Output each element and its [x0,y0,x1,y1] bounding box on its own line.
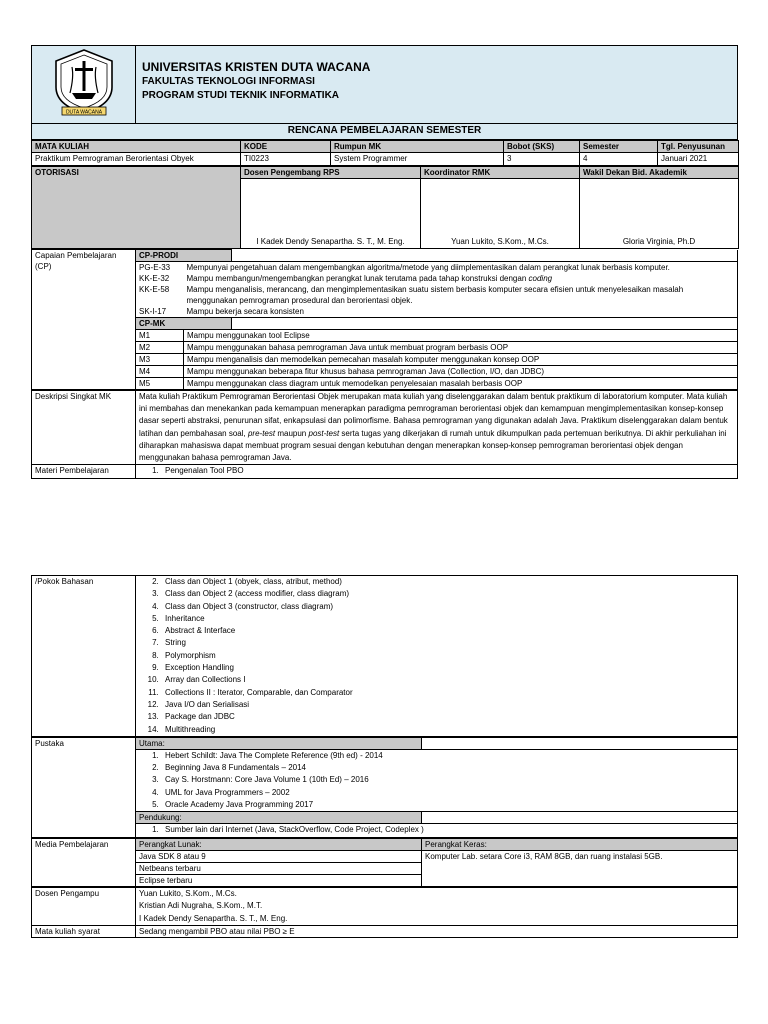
cp-label: Capaian Pembelajaran (CP) [32,250,136,390]
materi-item: 5. Inheritance [161,613,734,625]
mk-syarat-label: Mata kuliah syarat [32,926,136,938]
cp-mk-code: M5 [136,378,184,390]
materi-list-first [136,465,738,478]
materi-item: 12. Java I/O dan Serialisasi [161,699,734,711]
pustaka-item: 4. UML for Java Programmers – 2002 [161,787,734,799]
materi-label: Materi Pembelajaran [32,465,136,478]
course-rumpun: System Programmer [331,153,504,166]
cp-mk-text: Mampu menganalisis dan memodelkan pemecahan masalah komputer menggunakan konsep OOP [184,354,738,366]
software-item: Java SDK 8 atau 9 [136,851,421,863]
document-title: RENCANA PEMBELAJARAN SEMESTER [32,124,738,140]
pustaka-label: Pustaka [32,737,136,837]
pustaka-item: 1. Hebert Schildt: Java The Complete Reference (9th ed) - 2014 [161,750,734,762]
media-table [31,838,738,887]
materi-item: 9. Exception Handling [161,662,734,674]
cp-prodi-text: Mempunyai pengetahuan dalam mengembangkan algoritma/metode yang diimplementasikan dalam perangkat lunak berbasis komputer. [184,262,738,274]
header-table [31,45,738,140]
dosen-pengembang-name: I Kadek Dendy Senapartha. S. T., M. Eng. [241,179,421,249]
university-name: UNIVERSITAS KRISTEN DUTA WACANA [142,60,371,74]
course-kode: TI0223 [241,153,331,166]
software-item: Eclipse terbaru [139,875,193,885]
col-rumpun: Rumpun MK [331,141,504,153]
rps-page-1 [31,45,738,479]
cp-mk-text: Mampu menggunakan beberapa fitur khusus bahasa pemrograman Java (Collection, I/O, dan JDBC) [184,366,738,378]
cp-mk-code: M3 [136,354,184,366]
perangkat-lunak-label: Perangkat Lunak: [136,838,422,850]
dosen-name: I Kadek Dendy Senapartha. S. T., M. Eng. [139,913,288,923]
cp-mk-code: M4 [136,366,184,378]
materi-item: 14. Multithreading [161,724,734,736]
koordinator-label: Koordinator RMK [421,167,580,179]
dosen-name: Yuan Lukito, S.Kom., M.Cs. [139,888,237,898]
pustaka-utama-label: Utama: [136,737,422,749]
media-label: Media Pembelajaran [32,838,136,886]
cp-prodi-code: KK-E-32 [139,274,170,283]
mk-syarat-text: Sedang mengambil PBO atau nilai PBO ≥ E [136,926,738,938]
logo-cell [32,46,136,124]
materi-list [136,576,738,737]
pustaka-table [31,737,738,838]
cp-prodi-code: KK-E-58 [139,285,170,294]
wakil-dekan-label: Wakil Dekan Bid. Akademik [580,167,739,179]
course-info-table [31,140,739,166]
col-kode: KODE [241,141,331,153]
cp-mk-text: Mampu menggunakan tool Eclipse [184,330,738,342]
otorisasi-label: OTORISASI [32,167,241,249]
pustaka-item: 3. Cay S. Horstmann: Core Java Volume 1 (10th Ed) – 2016 [161,774,734,786]
materi-continued-table [31,575,738,737]
course-bobot: 3 [504,153,580,166]
otorisasi-table [31,166,739,249]
course-tgl: Januari 2021 [658,153,739,166]
cp-mk-text: Mampu menggunakan bahasa pemrograman Java untuk membuat program berbasis OOP [184,342,738,354]
materi-item: 6. Abstract & Interface [161,625,734,637]
institution-cell [136,46,738,124]
course-name: Praktikum Pemrograman Berorientasi Obyek [32,153,241,166]
cp-prodi-code: PG-E-33 [139,263,171,272]
dosen-name: Kristian Adi Nugraha, S.Kom., M.T. [139,901,263,911]
wakil-dekan-name: Gloria Virginia, Ph.D [580,179,739,249]
materi-item: 8. Polymorphism [161,650,734,662]
materi-item: 7. String [161,637,734,649]
dosen-pengampu-list [136,887,738,926]
deskripsi-label: Deskripsi Singkat MK [32,391,136,465]
pokok-bahasan-label: /Pokok Bahasan [32,576,136,737]
cp-mk-code: M1 [136,330,184,342]
cp-prodi-text: Mampu menganalisis, merancang, dan mengimplementasikan suatu sistem berbasis komputer secara efisien untuk menyelesaikan masalah menggunakan pemrograman prosedural dan berorientasi objek. [184,284,738,306]
perangkat-lunak-list [136,850,422,886]
capaian-table [31,249,738,390]
col-semester: Semester [580,141,658,153]
pustaka-pendukung-label: Pendukung: [136,812,422,824]
cp-mk-label: CP-MK [136,318,232,330]
materi-item: 10. Array dan Collections I [161,674,734,686]
university-logo-icon [48,47,120,119]
materi-item: 11. Collections II : Iterator, Comparable, dan Comparator [161,687,734,699]
pustaka-item: 2. Beginning Java 8 Fundamentals – 2014 [161,762,734,774]
faculty-name: FAKULTAS TEKNOLOGI INFORMASI [142,76,315,87]
dosen-pengembang-label: Dosen Pengembang RPS [241,167,421,179]
rps-page-2 [31,575,738,938]
pustaka-pendukung-list [136,824,738,837]
cp-mk-code: M2 [136,342,184,354]
pustaka-item: 5. Oracle Academy Java Programming 2017 [161,799,734,811]
dosen-pengampu-label: Dosen Pengampu [32,887,136,926]
cp-prodi-text: Mampu membangun/mengembangkan perangkat lunak terutama pada tahap konstruksi dengan coding [184,273,738,284]
col-mata-kuliah: MATA KULIAH [32,141,241,153]
perangkat-keras-text: Komputer Lab. setara Core i3, RAM 8GB, dan ruang instalasi 5GB. [422,850,738,886]
deskripsi-text: Mata kuliah Praktikum Pemrograman Berorientasi Objek merupakan mata kuliah yang diselenggarakan dalam bentuk praktikum di laboratorium komputer. Mata kuliah ini membahas dan menekankan pada kemampuan menerapkan paradigma pemrograman berorientasi objek dan kemampuan mengimplementasikan konsep-konsep dasar seperti abstraksi, penurunan sifat, enkapsulasi dan polimorfisme. Bahasa pemrograman yang digunakan adalah Java. Praktikum diselenggarakan dalam bentuk latihan dan pembahasan soal, pre-test maupun post-test serta tugas yang dikerjakan di rumah untuk dikumpulkan pada pertemuan berikutnya. Di akhir perkuliahan ini diharapkan mahasiswa dapat membuat program sesuai dengan kebutuhan dengan menerapkan konsep-konsep pemrograman berorientasi objek dengan menggunakan bahasa pemrograman Java. [136,391,738,465]
deskripsi-table [31,390,738,479]
koordinator-name: Yuan Lukito, S.Kom., M.Cs. [421,179,580,249]
program-name: PROGRAM STUDI TEKNIK INFORMATIKA [142,90,340,101]
materi-item: 1. Pengenalan Tool PBO [161,465,734,477]
dosen-table [31,887,738,939]
cp-prodi-label: CP-PRODI [136,250,232,262]
materi-item: 3. Class dan Object 2 (access modifier, class diagram) [161,588,734,600]
col-bobot: Bobot (SKS) [504,141,580,153]
cp-mk-text: Mampu menggunakan class diagram untuk memodelkan penyelesaian masalah berbasis OOP [184,378,738,390]
pustaka-item: 1. Sumber lain dari Internet (Java, StackOverflow, Code Project, Codeplex ) [161,824,734,836]
materi-item: 4. Class dan Object 3 (constructor, class diagram) [161,601,734,613]
logo-text: DUTA WACANA [65,109,102,116]
pustaka-utama-list [136,749,738,811]
materi-item: 13. Package dan JDBC [161,711,734,723]
col-tgl: Tgl. Penyusunan [658,141,739,153]
perangkat-keras-label: Perangkat Keras: [422,838,738,850]
cp-prodi-text: Mampu bekerja secara konsisten [184,306,738,318]
materi-item: 2. Class dan Object 1 (obyek, class, atribut, method) [161,576,734,588]
cp-prodi-code: SK-I-17 [136,306,184,318]
course-semester: 4 [580,153,658,166]
software-item: Netbeans terbaru [136,863,421,875]
